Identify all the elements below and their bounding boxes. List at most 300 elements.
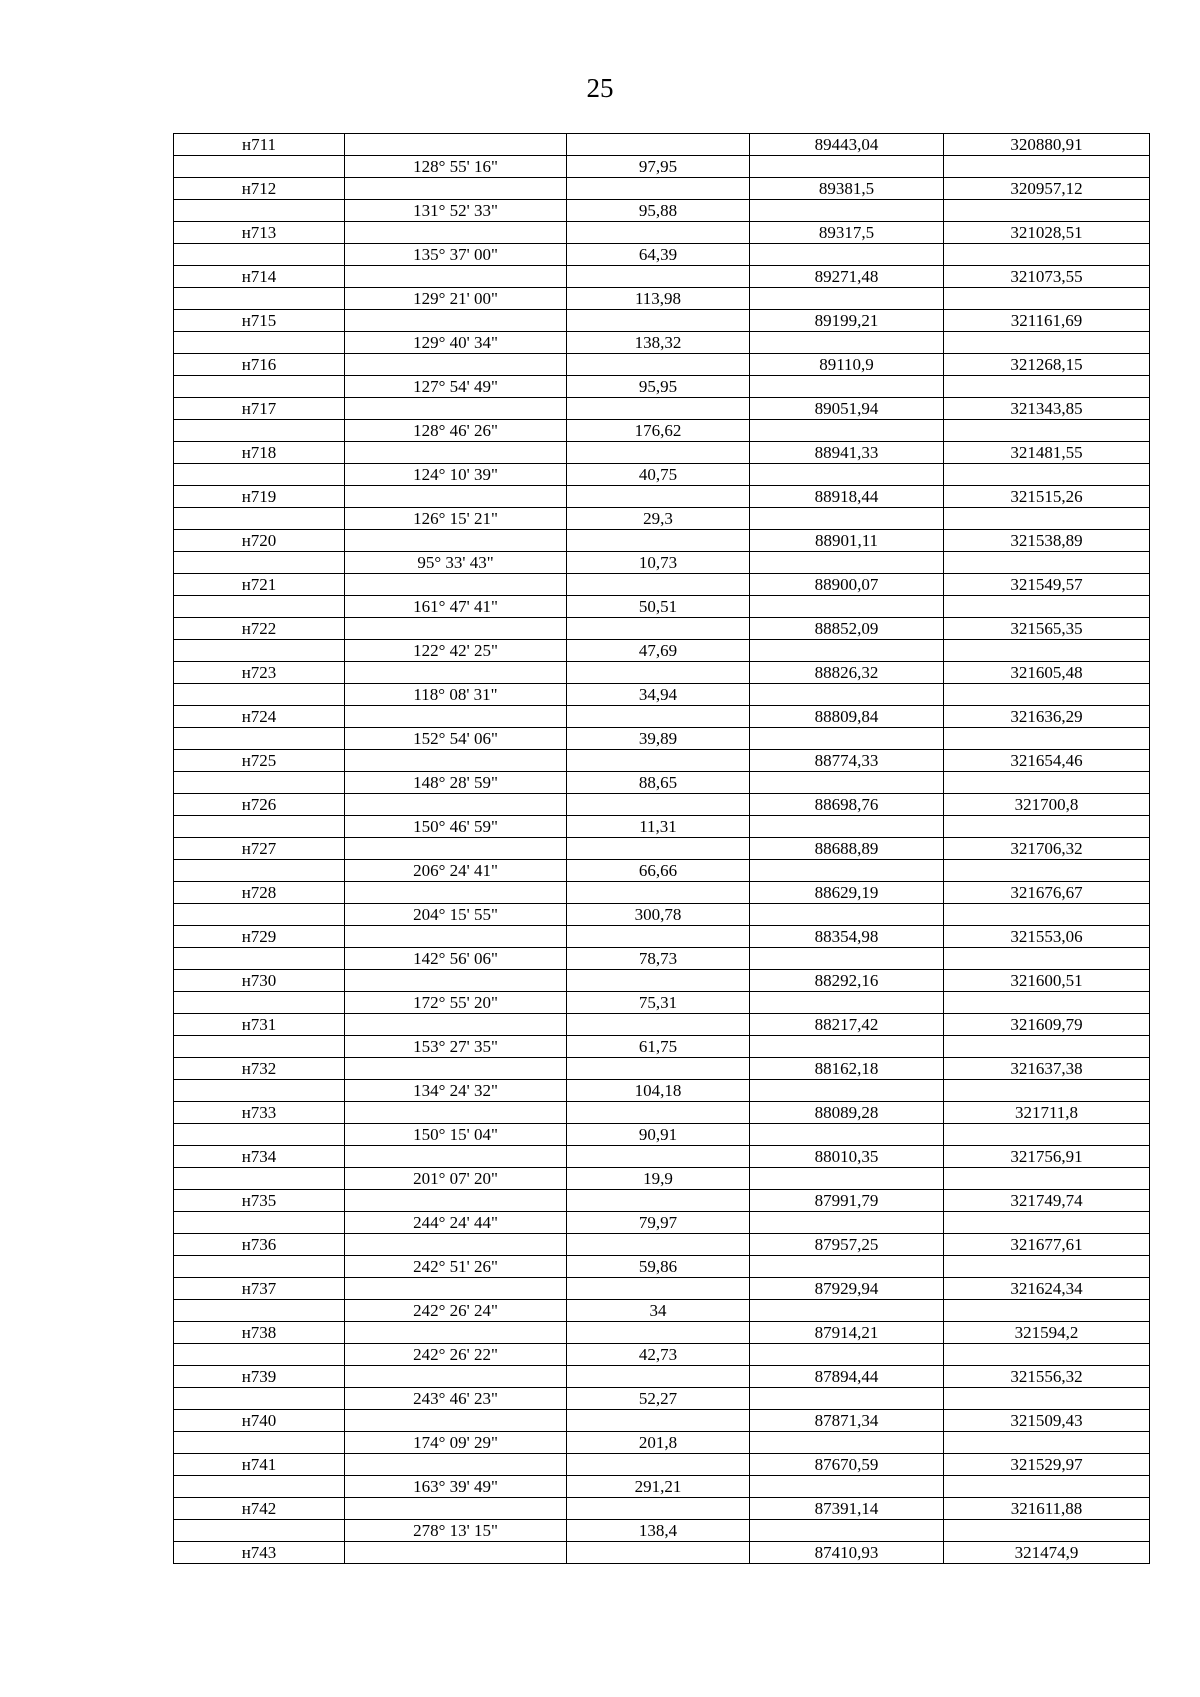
table-row	[174, 464, 1150, 486]
coord-y: 321538,89	[944, 530, 1150, 552]
table-row	[174, 420, 1150, 442]
coord-x: 88809,84	[750, 706, 944, 728]
coord-y: 321553,06	[944, 926, 1150, 948]
bearing-angle: 161° 47' 41"	[345, 596, 567, 618]
distance-cell	[567, 486, 750, 508]
table-row	[174, 1542, 1150, 1564]
table-row	[174, 1300, 1150, 1322]
segment-distance: 39,89	[567, 728, 750, 750]
bearing-cell	[345, 970, 567, 992]
bearing-cell	[345, 442, 567, 464]
point-id-cell	[174, 1080, 345, 1102]
table-row	[174, 992, 1150, 1014]
bearing-angle: 135° 37' 00"	[345, 244, 567, 266]
segment-distance: 95,88	[567, 200, 750, 222]
table-row	[174, 1102, 1150, 1124]
bearing-cell	[345, 1190, 567, 1212]
bearing-angle: 95° 33' 43"	[345, 552, 567, 574]
coord-y: 321556,32	[944, 1366, 1150, 1388]
table-row	[174, 728, 1150, 750]
coord-y: 321594,2	[944, 1322, 1150, 1344]
bearing-cell	[345, 706, 567, 728]
bearing-cell	[345, 1278, 567, 1300]
coord-y-cell	[944, 1476, 1150, 1498]
coord-x-cell	[750, 332, 944, 354]
coord-x: 88852,09	[750, 618, 944, 640]
coord-x: 88941,33	[750, 442, 944, 464]
segment-distance: 34	[567, 1300, 750, 1322]
coord-y-cell	[944, 860, 1150, 882]
point-id: н720	[174, 530, 345, 552]
coord-y-cell	[944, 244, 1150, 266]
coord-y: 321749,74	[944, 1190, 1150, 1212]
coord-x-cell	[750, 508, 944, 530]
segment-distance: 104,18	[567, 1080, 750, 1102]
table-row	[174, 1146, 1150, 1168]
table-row	[174, 706, 1150, 728]
coord-y-cell	[944, 332, 1150, 354]
coord-y: 321637,38	[944, 1058, 1150, 1080]
segment-distance: 79,97	[567, 1212, 750, 1234]
bearing-cell	[345, 354, 567, 376]
bearing-angle: 134° 24' 32"	[345, 1080, 567, 1102]
coord-y: 321481,55	[944, 442, 1150, 464]
bearing-angle: 201° 07' 20"	[345, 1168, 567, 1190]
table-row	[174, 552, 1150, 574]
distance-cell	[567, 618, 750, 640]
coord-y: 321609,79	[944, 1014, 1150, 1036]
segment-distance: 64,39	[567, 244, 750, 266]
bearing-angle: 172° 55' 20"	[345, 992, 567, 1014]
coord-y-cell	[944, 420, 1150, 442]
coord-y: 321676,67	[944, 882, 1150, 904]
coord-y: 321756,91	[944, 1146, 1150, 1168]
table-row	[174, 1058, 1150, 1080]
point-id: н738	[174, 1322, 345, 1344]
coord-y-cell	[944, 948, 1150, 970]
coord-x-cell	[750, 1388, 944, 1410]
point-id-cell	[174, 728, 345, 750]
distance-cell	[567, 1410, 750, 1432]
segment-distance: 66,66	[567, 860, 750, 882]
coord-y-cell	[944, 1080, 1150, 1102]
bearing-angle: 150° 15' 04"	[345, 1124, 567, 1146]
coord-x: 88089,28	[750, 1102, 944, 1124]
coord-y-cell	[944, 508, 1150, 530]
distance-cell	[567, 926, 750, 948]
bearing-angle: 150° 46' 59"	[345, 816, 567, 838]
table-row	[174, 1520, 1150, 1542]
bearing-angle: 129° 40' 34"	[345, 332, 567, 354]
table-row	[174, 398, 1150, 420]
coord-y-cell	[944, 1168, 1150, 1190]
coord-x: 88292,16	[750, 970, 944, 992]
coord-y: 321509,43	[944, 1410, 1150, 1432]
coord-x-cell	[750, 596, 944, 618]
coord-x-cell	[750, 464, 944, 486]
coord-y: 321073,55	[944, 266, 1150, 288]
distance-cell	[567, 1322, 750, 1344]
distance-cell	[567, 266, 750, 288]
coord-x: 88354,98	[750, 926, 944, 948]
coord-y-cell	[944, 200, 1150, 222]
segment-distance: 291,21	[567, 1476, 750, 1498]
segment-distance: 40,75	[567, 464, 750, 486]
table-row	[174, 1344, 1150, 1366]
bearing-cell	[345, 1058, 567, 1080]
bearing-cell	[345, 750, 567, 772]
coord-y: 320957,12	[944, 178, 1150, 200]
point-id-cell	[174, 552, 345, 574]
table-row	[174, 222, 1150, 244]
table-row	[174, 1476, 1150, 1498]
point-id: н733	[174, 1102, 345, 1124]
table-row	[174, 772, 1150, 794]
point-id-cell	[174, 1520, 345, 1542]
table-row	[174, 838, 1150, 860]
table-row	[174, 310, 1150, 332]
coord-x-cell	[750, 1212, 944, 1234]
point-id-cell	[174, 684, 345, 706]
point-id: н724	[174, 706, 345, 728]
point-id: н737	[174, 1278, 345, 1300]
coord-x: 89443,04	[750, 134, 944, 156]
coord-x-cell	[750, 244, 944, 266]
coord-x-cell	[750, 1124, 944, 1146]
point-id-cell	[174, 376, 345, 398]
coord-y-cell	[944, 1212, 1150, 1234]
distance-cell	[567, 838, 750, 860]
table-row	[174, 750, 1150, 772]
coord-y: 321600,51	[944, 970, 1150, 992]
bearing-angle: 206° 24' 41"	[345, 860, 567, 882]
bearing-angle: 129° 21' 00"	[345, 288, 567, 310]
coord-x: 89051,94	[750, 398, 944, 420]
table-row	[174, 288, 1150, 310]
bearing-cell	[345, 1454, 567, 1476]
coord-x: 87391,14	[750, 1498, 944, 1520]
point-id: н739	[174, 1366, 345, 1388]
bearing-angle: 126° 15' 21"	[345, 508, 567, 530]
table-row	[174, 1322, 1150, 1344]
point-id-cell	[174, 772, 345, 794]
point-id: н731	[174, 1014, 345, 1036]
point-id-cell	[174, 948, 345, 970]
point-id: н712	[174, 178, 345, 200]
coord-x: 87410,93	[750, 1542, 944, 1564]
coord-y-cell	[944, 1344, 1150, 1366]
coord-y: 320880,91	[944, 134, 1150, 156]
distance-cell	[567, 1542, 750, 1564]
bearing-angle: 142° 56' 06"	[345, 948, 567, 970]
bearing-cell	[345, 838, 567, 860]
table-row	[174, 508, 1150, 530]
table-row	[174, 948, 1150, 970]
table-row	[174, 266, 1150, 288]
table-row	[174, 1388, 1150, 1410]
coord-x: 87670,59	[750, 1454, 944, 1476]
coord-x-cell	[750, 1344, 944, 1366]
table-row	[174, 640, 1150, 662]
point-id-cell	[174, 200, 345, 222]
coord-y: 321700,8	[944, 794, 1150, 816]
coord-x: 89110,9	[750, 354, 944, 376]
point-id: н723	[174, 662, 345, 684]
coord-x: 87991,79	[750, 1190, 944, 1212]
segment-distance: 42,73	[567, 1344, 750, 1366]
table-row	[174, 332, 1150, 354]
bearing-cell	[345, 134, 567, 156]
table-row	[174, 970, 1150, 992]
table-row	[174, 1256, 1150, 1278]
coord-y-cell	[944, 596, 1150, 618]
segment-distance: 88,65	[567, 772, 750, 794]
bearing-angle: 122° 42' 25"	[345, 640, 567, 662]
coord-x-cell	[750, 376, 944, 398]
segment-distance: 47,69	[567, 640, 750, 662]
bearing-cell	[345, 882, 567, 904]
coord-y-cell	[944, 1300, 1150, 1322]
bearing-angle: 148° 28' 59"	[345, 772, 567, 794]
coord-y-cell	[944, 156, 1150, 178]
segment-distance: 19,9	[567, 1168, 750, 1190]
coord-x: 88698,76	[750, 794, 944, 816]
point-id: н717	[174, 398, 345, 420]
table-row	[174, 574, 1150, 596]
point-id-cell	[174, 332, 345, 354]
table-row	[174, 486, 1150, 508]
point-id-cell	[174, 1344, 345, 1366]
point-id-cell	[174, 860, 345, 882]
coord-y: 321474,9	[944, 1542, 1150, 1564]
bearing-cell	[345, 530, 567, 552]
table-row	[174, 1212, 1150, 1234]
distance-cell	[567, 354, 750, 376]
bearing-angle: 243° 46' 23"	[345, 1388, 567, 1410]
coord-x: 88217,42	[750, 1014, 944, 1036]
coord-x-cell	[750, 1168, 944, 1190]
table-row	[174, 860, 1150, 882]
segment-distance: 50,51	[567, 596, 750, 618]
coord-y: 321654,46	[944, 750, 1150, 772]
segment-distance: 29,3	[567, 508, 750, 530]
coord-x: 88918,44	[750, 486, 944, 508]
coord-x: 88774,33	[750, 750, 944, 772]
page-number: 25	[586, 73, 614, 103]
table-row	[174, 178, 1150, 200]
coord-y: 321515,26	[944, 486, 1150, 508]
coord-x: 88900,07	[750, 574, 944, 596]
coord-y-cell	[944, 288, 1150, 310]
bearing-cell	[345, 310, 567, 332]
bearing-angle: 204° 15' 55"	[345, 904, 567, 926]
coord-x: 89381,5	[750, 178, 944, 200]
segment-distance: 78,73	[567, 948, 750, 970]
point-id-cell	[174, 596, 345, 618]
segment-distance: 300,78	[567, 904, 750, 926]
coord-x: 87914,21	[750, 1322, 944, 1344]
segment-distance: 34,94	[567, 684, 750, 706]
bearing-angle: 118° 08' 31"	[345, 684, 567, 706]
point-id: н741	[174, 1454, 345, 1476]
distance-cell	[567, 1278, 750, 1300]
coord-y-cell	[944, 464, 1150, 486]
point-id: н714	[174, 266, 345, 288]
coord-y: 321161,69	[944, 310, 1150, 332]
table-row	[174, 244, 1150, 266]
coord-x-cell	[750, 948, 944, 970]
coord-y: 321268,15	[944, 354, 1150, 376]
bearing-angle: 152° 54' 06"	[345, 728, 567, 750]
coord-x: 88162,18	[750, 1058, 944, 1080]
coord-x: 87871,34	[750, 1410, 944, 1432]
distance-cell	[567, 530, 750, 552]
coord-y: 321677,61	[944, 1234, 1150, 1256]
point-id: н716	[174, 354, 345, 376]
point-id-cell	[174, 1476, 345, 1498]
point-id-cell	[174, 1168, 345, 1190]
table-row	[174, 1234, 1150, 1256]
table-row	[174, 530, 1150, 552]
distance-cell	[567, 970, 750, 992]
point-id-cell	[174, 992, 345, 1014]
distance-cell	[567, 662, 750, 684]
bearing-angle: 278° 13' 15"	[345, 1520, 567, 1542]
point-id: н729	[174, 926, 345, 948]
point-id: н718	[174, 442, 345, 464]
table-row	[174, 1454, 1150, 1476]
segment-distance: 95,95	[567, 376, 750, 398]
coord-x: 87957,25	[750, 1234, 944, 1256]
bearing-angle: 242° 26' 22"	[345, 1344, 567, 1366]
distance-cell	[567, 706, 750, 728]
segment-distance: 10,73	[567, 552, 750, 574]
point-id: н735	[174, 1190, 345, 1212]
bearing-cell	[345, 1322, 567, 1344]
distance-cell	[567, 1498, 750, 1520]
table-row	[174, 200, 1150, 222]
bearing-cell	[345, 574, 567, 596]
coord-y-cell	[944, 772, 1150, 794]
bearing-cell	[345, 398, 567, 420]
point-id-cell	[174, 420, 345, 442]
coord-x-cell	[750, 1080, 944, 1102]
table-row	[174, 354, 1150, 376]
segment-distance: 138,32	[567, 332, 750, 354]
coord-y-cell	[944, 640, 1150, 662]
coord-x-cell	[750, 684, 944, 706]
coord-y: 321711,8	[944, 1102, 1150, 1124]
bearing-cell	[345, 178, 567, 200]
point-id-cell	[174, 1256, 345, 1278]
coord-x: 88688,89	[750, 838, 944, 860]
point-id-cell	[174, 1300, 345, 1322]
coord-x: 87894,44	[750, 1366, 944, 1388]
coord-y: 321636,29	[944, 706, 1150, 728]
distance-cell	[567, 882, 750, 904]
coord-x: 87929,94	[750, 1278, 944, 1300]
coord-y-cell	[944, 904, 1150, 926]
coord-y: 321624,34	[944, 1278, 1150, 1300]
table-row	[174, 662, 1150, 684]
bearing-angle: 127° 54' 49"	[345, 376, 567, 398]
table-row	[174, 816, 1150, 838]
table-row	[174, 1432, 1150, 1454]
point-id: н736	[174, 1234, 345, 1256]
bearing-angle: 163° 39' 49"	[345, 1476, 567, 1498]
coord-x: 88629,19	[750, 882, 944, 904]
distance-cell	[567, 1058, 750, 1080]
coord-x-cell	[750, 992, 944, 1014]
table-row	[174, 794, 1150, 816]
point-id: н740	[174, 1410, 345, 1432]
table-row	[174, 1366, 1150, 1388]
point-id: н728	[174, 882, 345, 904]
coord-x: 88826,32	[750, 662, 944, 684]
coord-y: 321565,35	[944, 618, 1150, 640]
coord-x-cell	[750, 640, 944, 662]
coord-x: 89199,21	[750, 310, 944, 332]
distance-cell	[567, 1234, 750, 1256]
distance-cell	[567, 310, 750, 332]
coord-y: 321549,57	[944, 574, 1150, 596]
bearing-cell	[345, 794, 567, 816]
table-row	[174, 882, 1150, 904]
table-row	[174, 1278, 1150, 1300]
coord-y: 321611,88	[944, 1498, 1150, 1520]
coord-x-cell	[750, 816, 944, 838]
table-row	[174, 134, 1150, 156]
table-row	[174, 442, 1150, 464]
coord-x-cell	[750, 728, 944, 750]
bearing-angle: 128° 46' 26"	[345, 420, 567, 442]
point-id-cell	[174, 816, 345, 838]
coord-x-cell	[750, 1256, 944, 1278]
coord-y-cell	[944, 1388, 1150, 1410]
bearing-angle: 131° 52' 33"	[345, 200, 567, 222]
segment-distance: 52,27	[567, 1388, 750, 1410]
table-row	[174, 596, 1150, 618]
bearing-angle: 244° 24' 44"	[345, 1212, 567, 1234]
point-id-cell	[174, 464, 345, 486]
distance-cell	[567, 222, 750, 244]
point-id: н734	[174, 1146, 345, 1168]
bearing-angle: 128° 55' 16"	[345, 156, 567, 178]
point-id: н730	[174, 970, 345, 992]
point-id-cell	[174, 1124, 345, 1146]
bearing-cell	[345, 486, 567, 508]
distance-cell	[567, 442, 750, 464]
point-id-cell	[174, 508, 345, 530]
table-row	[174, 618, 1150, 640]
coord-y: 321343,85	[944, 398, 1150, 420]
bearing-cell	[345, 1542, 567, 1564]
table-row	[174, 376, 1150, 398]
table-row	[174, 1036, 1150, 1058]
bearing-cell	[345, 266, 567, 288]
point-id: н743	[174, 1542, 345, 1564]
coord-x-cell	[750, 1036, 944, 1058]
bearing-cell	[345, 1234, 567, 1256]
coord-x-cell	[750, 1520, 944, 1542]
coordinates-table	[173, 133, 1150, 1564]
table-row	[174, 1498, 1150, 1520]
coord-y-cell	[944, 376, 1150, 398]
bearing-cell	[345, 1102, 567, 1124]
bearing-cell	[345, 1410, 567, 1432]
point-id-cell	[174, 156, 345, 178]
distance-cell	[567, 1102, 750, 1124]
